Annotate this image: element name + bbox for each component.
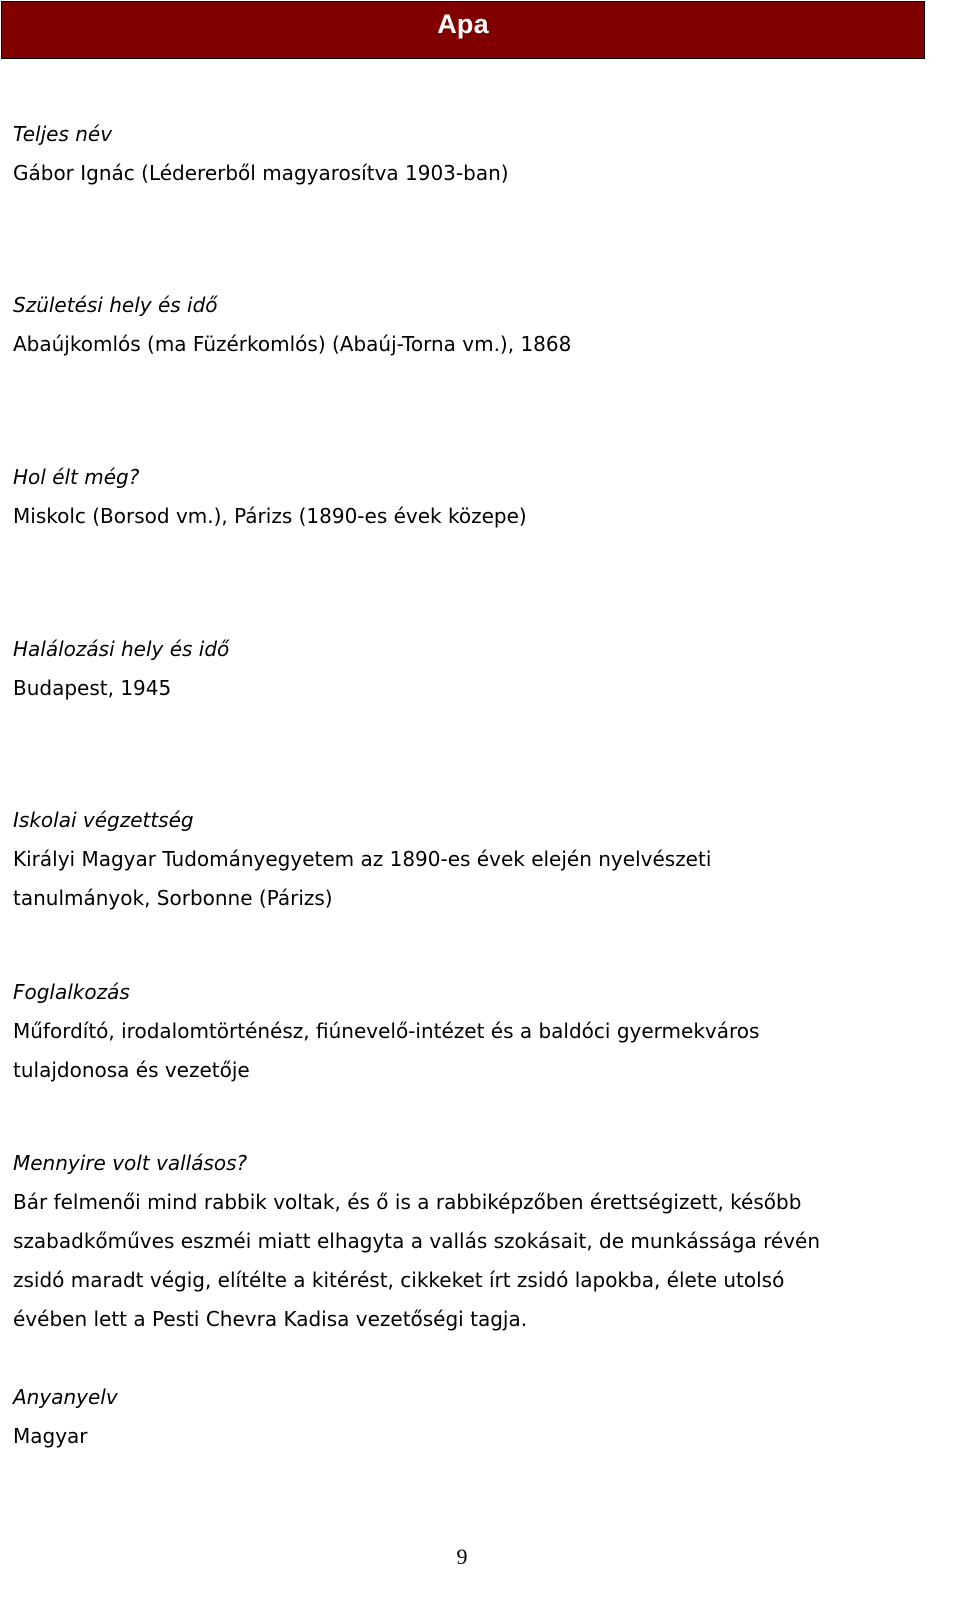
field-other-residences bbox=[13, 458, 923, 536]
field-label: Teljes név bbox=[13, 122, 113, 146]
field-full-name bbox=[13, 115, 923, 193]
field-value-line: Királyi Magyar Tudományegyetem az 1890-es évek elején nyelvészeti bbox=[13, 847, 712, 871]
page-number: 9 bbox=[456, 1544, 468, 1569]
field-label: Hol élt még? bbox=[13, 465, 140, 489]
field-value-line: Gábor Ignác (Lédererből magyarosítva 1903-ban) bbox=[13, 161, 509, 185]
field-education bbox=[13, 801, 923, 918]
field-death-place-date bbox=[13, 630, 923, 708]
field-label: Mennyire volt vallásos? bbox=[13, 1151, 248, 1175]
field-value-line: szabadkőműves eszméi miatt elhagyta a vallás szokásait, de munkássága révén bbox=[13, 1229, 821, 1253]
field-label: Foglalkozás bbox=[13, 980, 130, 1004]
field-occupation bbox=[13, 973, 923, 1090]
field-value-line: Műfordító, irodalomtörténész, fiúnevelő-intézet és a baldóci gyermekváros bbox=[13, 1019, 760, 1043]
field-birth-place-date bbox=[13, 286, 923, 364]
field-religiosity bbox=[13, 1144, 923, 1339]
field-native-language bbox=[13, 1378, 923, 1456]
field-value-line: Miskolc (Borsod vm.), Párizs (1890-es évek közepe) bbox=[13, 504, 527, 528]
field-label: Születési hely és idő bbox=[13, 293, 218, 317]
field-label: Halálozási hely és idő bbox=[13, 637, 230, 661]
field-label: Anyanyelv bbox=[13, 1385, 118, 1409]
field-value-line: évében lett a Pesti Chevra Kadisa vezetőségi tagja. bbox=[13, 1307, 528, 1331]
field-value-line: Budapest, 1945 bbox=[13, 676, 172, 700]
field-value-line: Bár felmenői mind rabbik voltak, és ő is a rabbiképzőben érettségizett, később bbox=[13, 1190, 802, 1214]
field-value-line: Abaújkomlós (ma Füzérkomlós) (Abaúj-Torna vm.), 1868 bbox=[13, 332, 572, 356]
field-value-line: tanulmányok, Sorbonne (Párizs) bbox=[13, 886, 333, 910]
field-value-line: zsidó maradt végig, elítélte a kitérést, cikkeket írt zsidó lapokba, élete utolsó bbox=[13, 1268, 785, 1292]
section-title-bar bbox=[1, 1, 925, 59]
section-title: Apa bbox=[437, 8, 489, 39]
field-label: Iskolai végzettség bbox=[13, 808, 194, 832]
field-value-line: tulajdonosa és vezetője bbox=[13, 1058, 250, 1082]
field-value-line: Magyar bbox=[13, 1424, 88, 1448]
